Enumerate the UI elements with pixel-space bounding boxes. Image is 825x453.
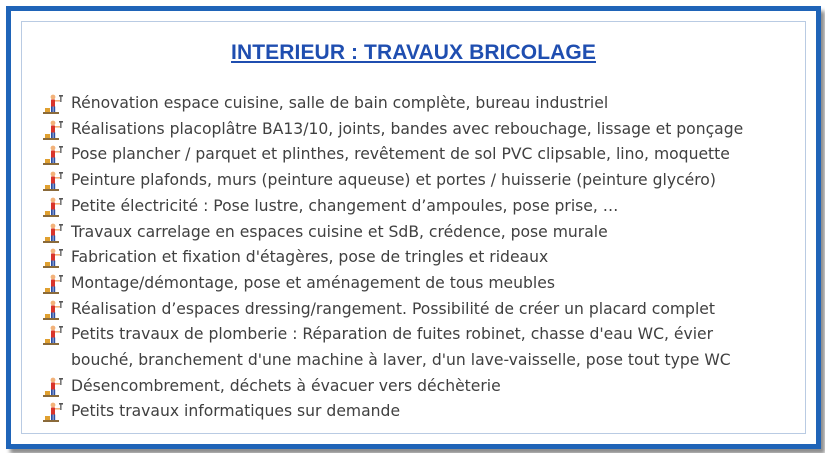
item-text: Désencombrement, déchets à évacuer vers déchèterie bbox=[71, 376, 501, 395]
item-text: Pose plancher / parquet et plinthes, revêtement de sol PVC clipsable, lino, moquette bbox=[71, 145, 730, 164]
list-item bbox=[41, 322, 821, 373]
list-item bbox=[41, 374, 821, 400]
handyman-worker-icon bbox=[41, 247, 67, 269]
item-text: Rénovation espace cuisine, salle de bain complète, bureau industriel bbox=[71, 94, 609, 112]
list-item bbox=[41, 168, 821, 194]
item-text: Fabrication et fixation d'étagères, pose de tringles et rideaux bbox=[71, 248, 549, 267]
item-text: Montage/démontage, pose et aménagement de tous meubles bbox=[71, 273, 555, 292]
item-text: Réalisation d’espaces dressing/rangement. Possibilité de créer un placard complet bbox=[71, 299, 715, 318]
handyman-worker-icon bbox=[41, 119, 67, 141]
handyman-worker-icon bbox=[41, 273, 67, 295]
content-frame bbox=[6, 6, 821, 449]
handyman-worker-icon bbox=[41, 376, 67, 398]
list-item bbox=[41, 142, 821, 168]
item-text: Peinture plafonds, murs (peinture aqueuse) et portes / huisserie (peinture glycéro) bbox=[71, 171, 716, 190]
item-text: Réalisations placoplâtre BA13/10, joints, bandes avec rebouchage, lissage et ponçage bbox=[71, 119, 744, 138]
list-item bbox=[41, 271, 821, 297]
list-item bbox=[41, 91, 821, 117]
list-item bbox=[41, 399, 821, 425]
handyman-worker-icon bbox=[41, 324, 67, 346]
handyman-worker-icon bbox=[41, 196, 67, 218]
handyman-worker-icon bbox=[41, 170, 67, 192]
item-text: Petite électricité : Pose lustre, changement d’ampoules, pose prise, … bbox=[71, 196, 619, 215]
list-item bbox=[41, 117, 821, 143]
handyman-worker-icon bbox=[41, 222, 67, 244]
item-text: Travaux carrelage en espaces cuisine et SdB, crédence, pose murale bbox=[71, 222, 608, 241]
list-item bbox=[41, 297, 821, 323]
handyman-worker-icon bbox=[41, 401, 67, 423]
page-title: INTERIEUR : TRAVAUX BRICOLAGE bbox=[231, 41, 596, 64]
handyman-worker-icon bbox=[41, 144, 67, 166]
list-item bbox=[41, 194, 821, 220]
handyman-worker-icon bbox=[41, 299, 67, 321]
item-text: Petits travaux informatiques sur demande bbox=[71, 402, 401, 421]
item-text: Petits travaux de plomberie : Réparation de fuites robinet, chasse d'eau WC, évier bbox=[71, 325, 714, 344]
handyman-worker-icon bbox=[41, 93, 67, 115]
list-item bbox=[41, 245, 821, 271]
services-list bbox=[41, 91, 821, 425]
list-item bbox=[41, 220, 821, 246]
item-text-continued: bouché, branchement d'une machine à laver, d'un lave-vaisselle, pose tout type WC bbox=[71, 351, 731, 370]
